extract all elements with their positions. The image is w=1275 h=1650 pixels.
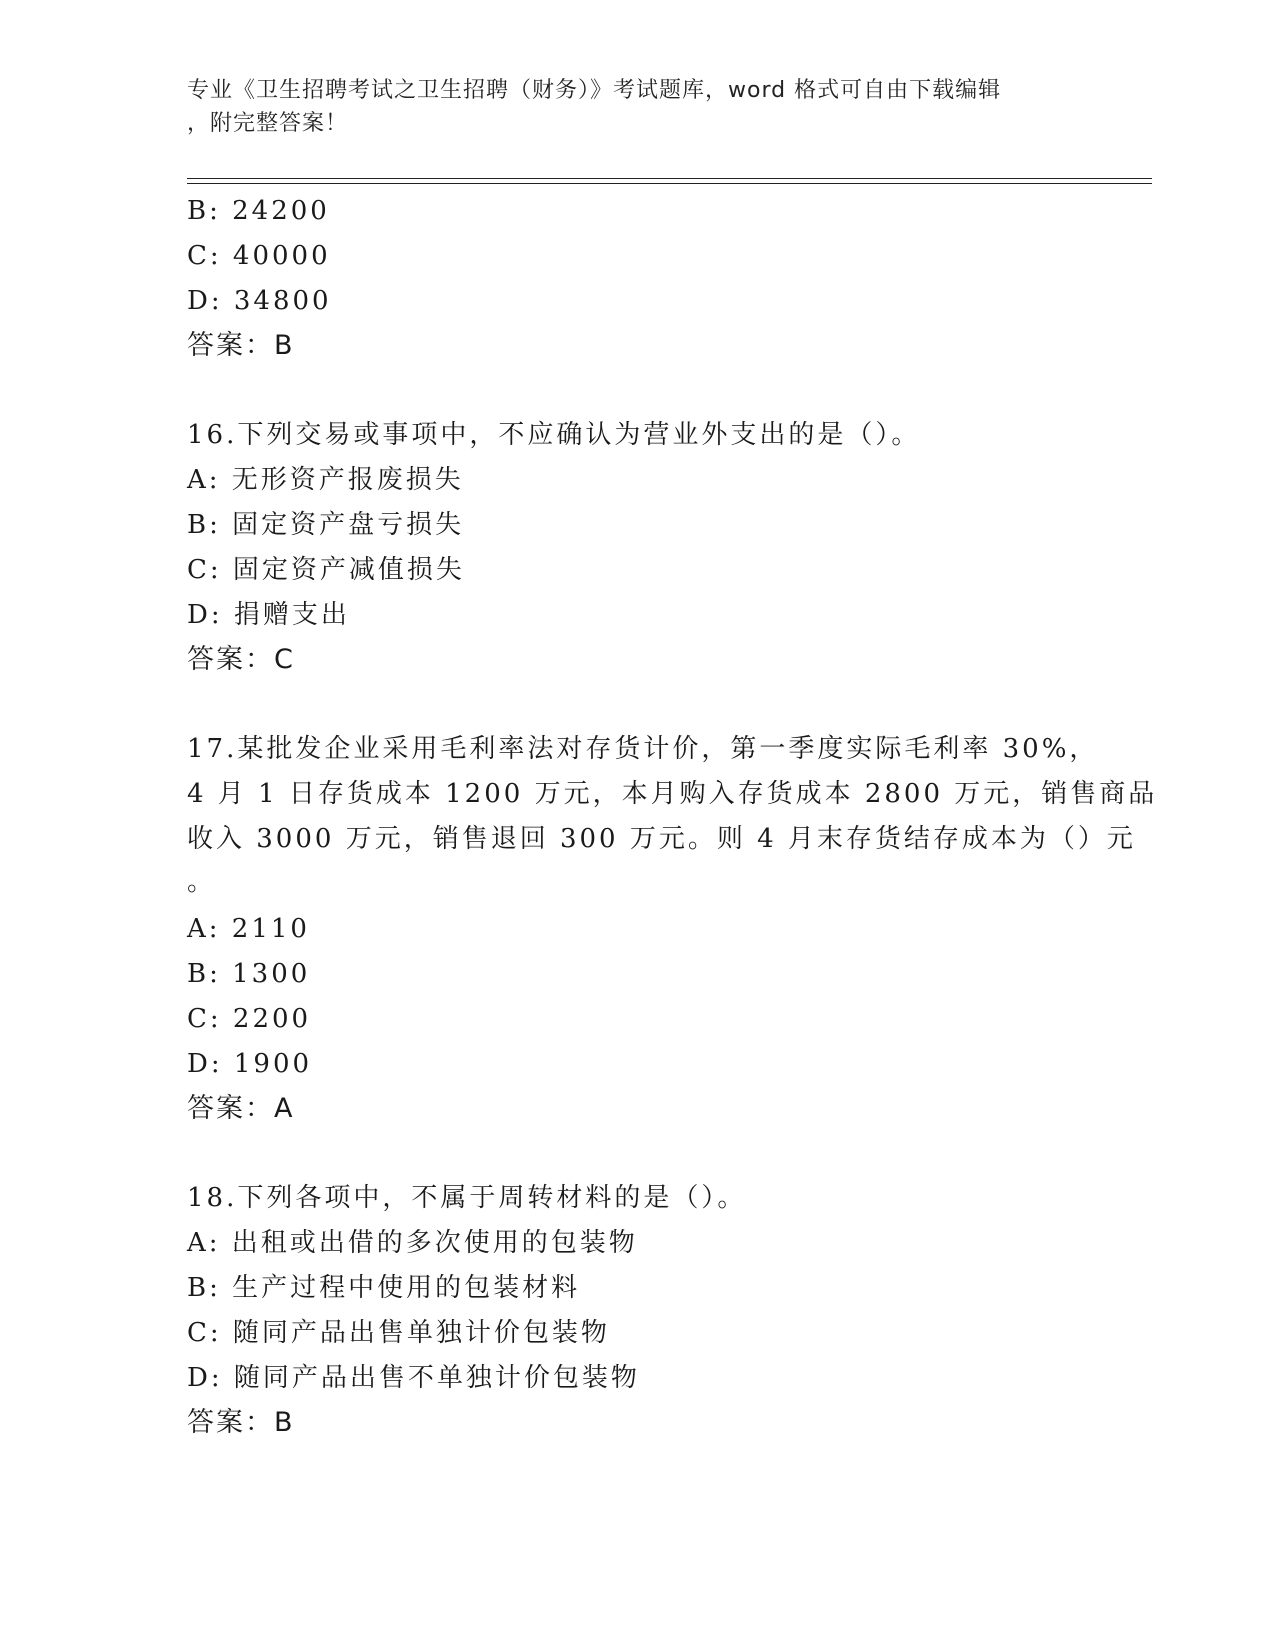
header-rule-bottom xyxy=(187,183,1152,184)
q17-option-d: D: 1900 xyxy=(187,1049,313,1079)
q17-stem-line-1: 17.某批发企业采用毛利率法对存货计价，第一季度实际毛利率 30%， xyxy=(187,734,1099,764)
q17-answer: 答案：A xyxy=(187,1093,295,1124)
q15-option-c: C: 40000 xyxy=(187,241,331,271)
q16-option-c: C: 固定资产减值损失 xyxy=(187,555,465,585)
q17-stem-line-3: 收入 3000 万元，销售退回 300 万元。则 4 月末存货结存成本为（）元 xyxy=(187,824,1136,854)
q18-stem: 18.下列各项中，不属于周转材料的是（）。 xyxy=(187,1183,747,1213)
q15-option-d: D: 34800 xyxy=(187,286,332,316)
q18-option-b: B: 生产过程中使用的包装材料 xyxy=(187,1273,581,1303)
header-line-2: ，附完整答案！ xyxy=(187,111,349,136)
q18-option-a: A: 出租或出借的多次使用的包装物 xyxy=(187,1228,638,1258)
q16-answer: 答案：C xyxy=(187,644,295,675)
q16-option-a: A: 无形资产报废损失 xyxy=(187,465,464,495)
q17-option-a: A: 2110 xyxy=(187,914,310,944)
q16-option-b: B: 固定资产盘亏损失 xyxy=(187,510,465,540)
q15-option-b: B: 24200 xyxy=(187,196,330,226)
header-rule-top xyxy=(187,178,1152,179)
q18-answer: 答案：B xyxy=(187,1407,295,1438)
q18-option-c: C: 随同产品出售单独计价包装物 xyxy=(187,1318,610,1348)
q16-stem: 16.下列交易或事项中，不应确认为营业外支出的是（）。 xyxy=(187,420,921,450)
q17-stem-line-2: 4 月 1 日存货成本 1200 万元，本月购入存货成本 2800 万元，销售商品 xyxy=(187,779,1158,809)
q16-option-d: D: 捐赠支出 xyxy=(187,600,350,630)
q18-option-d: D: 随同产品出售不单独计价包装物 xyxy=(187,1363,640,1393)
q15-answer: 答案：B xyxy=(187,330,295,361)
q17-stem-line-4: 。 xyxy=(187,867,217,897)
header-line-1: 专业《卫生招聘考试之卫生招聘（财务）》考试题库，word 格式可自由下载编辑 xyxy=(187,78,1002,103)
document-header xyxy=(187,74,1067,140)
q17-option-c: C: 2200 xyxy=(187,1004,312,1034)
q17-option-b: B: 1300 xyxy=(187,959,311,989)
